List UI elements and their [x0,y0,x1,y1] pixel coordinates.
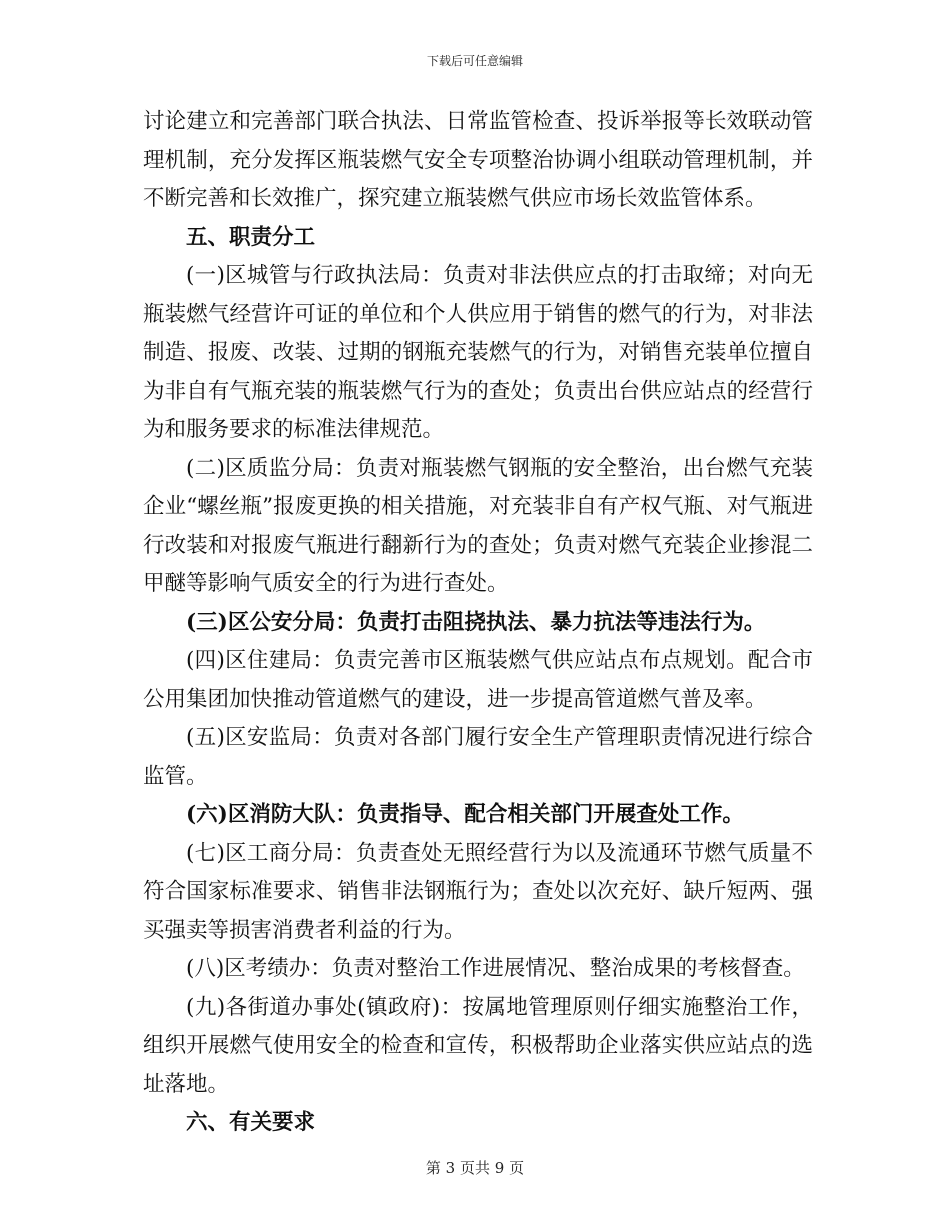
duty-safety-supervision: (五)区安监局：负责对各部门履行安全生产管理职责情况进行综合监管。 [143,725,813,789]
document-body [143,103,813,1143]
page-header-note: 下载后可任意编辑 [426,54,523,68]
duty-industry-commerce: (七)区工商分局：负责查处无照经营行为以及流通环节燃气质量不符合国家标准要求、销售非法钢瓶行为；查处以次充好、缺斤短两、强买强卖等损害消费者利益的行为。 [143,840,813,943]
duty-street-offices: (九)各街道办事处(镇政府)：按属地管理原则仔细实施整治工作，组织开展燃气使用安全的检查和宣传，积极帮助企业落实供应站点的选址落地。 [143,994,813,1097]
duty-quality-supervision: (二)区质监分局：负责对瓶装燃气钢瓶的安全整治，出台燃气充装企业“螺丝瓶”报废更换的相关措施，对充装非自有产权气瓶、对气瓶进行改装和对报废气瓶进行翻新行为的查处；负责对燃气充装企业掺混二甲醚等影响气质安全的行为进行查处。 [143,455,813,596]
duty-housing-construction: (四)区住建局：负责完善市区瓶装燃气供应站点布点规划。配合市公用集团加快推动管道燃气的建设，进一步提高管道燃气普及率。 [143,648,813,712]
section-heading-requirements: 六、有关要求 [186,1110,316,1135]
section-heading-duties: 五、职责分工 [186,224,316,250]
duty-public-security: (三)区公安分局：负责打击阻挠执法、暴力抗法等违法行为。 [186,609,766,635]
paragraph-intro: 讨论建立和完善部门联合执法、日常监管检查、投诉举报等长效联动管理机制，充分发挥区瓶装燃气安全专项整治协调小组联动管理机制，并不断完善和长效推广，探究建立瓶装燃气供应市场长效监管体系。 [143,109,813,211]
duty-urban-management: (一)区城管与行政执法局：负责对非法供应点的打击取缔；对向无瓶装燃气经营许可证的单位和个人供应用于销售的燃气的行为，对非法制造、报废、改装、过期的钢瓶充装燃气的行为，对销售充装单位擅自为非自有气瓶充装的瓶装燃气行为的查处；负责出台供应站点的经营行为和服务要求的标准法律规范。 [143,263,813,442]
duty-fire-brigade: (六)区消防大队：负责指导、配合相关部门开展查处工作。 [186,802,744,827]
page-number: 第 3 页共 9 页 [425,1159,525,1177]
duty-performance-office: (八)区考绩办：负责对整治工作进展情况、整治成果的考核督查。 [186,956,805,981]
